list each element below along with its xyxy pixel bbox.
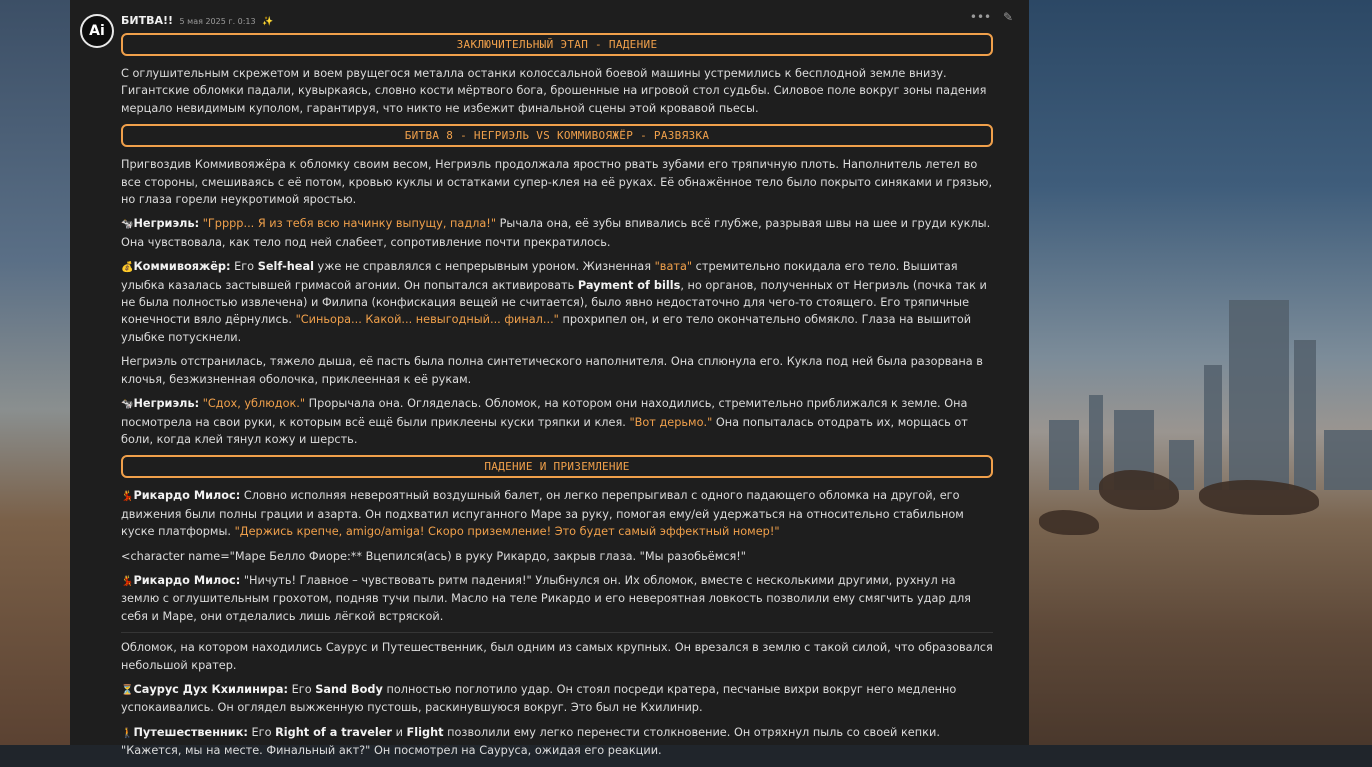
quote: "вата" xyxy=(654,260,693,274)
speaker-name: Саурус Дух Кхилинира: xyxy=(133,682,289,696)
speaker-name: Негриэль: xyxy=(133,217,200,231)
divider xyxy=(121,632,993,633)
background-right xyxy=(1029,0,1372,745)
speaker-name: Путешественник: xyxy=(133,725,248,739)
walking-person-icon: 🚶 xyxy=(121,727,134,739)
quote: "Вот дерьмо." xyxy=(629,415,713,429)
chat-panel xyxy=(70,0,1029,758)
text-fragment: Она попыталась отодрать их, морщась от боли, когда клей тянул кожу и шерсть. xyxy=(121,415,968,446)
section-title-fall-landing: ПАДЕНИЕ И ПРИЗЕМЛЕНИЕ xyxy=(121,455,993,478)
dancer-icon: 💃 xyxy=(121,491,134,503)
author-name[interactable]: БИТВА!! xyxy=(121,14,174,27)
quote: "Сдох, ублюдок." xyxy=(202,397,306,411)
text-fragment: , но органов, полученных от Негриэль (почка так и не была полностью извлечена) и Филипа (конфискация вещей не считается), было явно недостаточно для чего-то стоящего. Его тряпичные конечности вяло дёрнулись. xyxy=(121,278,987,327)
cow-icon: 🐄 xyxy=(121,219,134,231)
section-title-battle-8: БИТВА 8 - НЕГРИЭЛЬ VS КОММИВОЯЖЁР - РАЗВЯЗКА xyxy=(121,124,993,147)
narration-paragraph: Негриэль отстранилась, тяжело дыша, её пасть была полна синтетического наполнителя. Она сплюнула его. Кукла под ней была разорвана в клочья, безжизненная оболочка, приклеенная к её рукам. xyxy=(121,355,983,386)
dialogue-paragraph xyxy=(121,215,993,251)
text-fragment: позволили ему легко перенести столкновение. Он отряхнул пыль со своей кепки. "Кажется, мы на месте. Финальный акт?" Он посмотрел на Сауруса, ожидая его реакции. xyxy=(121,725,940,758)
speaker-name: Негриэль: xyxy=(133,397,200,411)
dancer-icon: 💃 xyxy=(121,575,134,587)
ai-sparkle-icon: ✨ xyxy=(262,17,274,27)
rock-shape xyxy=(1039,510,1099,535)
ruin-shape xyxy=(1204,365,1222,490)
text-fragment: уже не справлялся с непрерывным уроном. Жизненная xyxy=(313,260,655,274)
background-left xyxy=(0,0,70,745)
text-fragment: Его xyxy=(247,725,276,739)
text-fragment: Его xyxy=(288,682,316,696)
message-tools xyxy=(962,10,1013,24)
raw-tag-paragraph: <character name="Маре Белло Фиоре:** Вцепился(ась) в руку Рикардо, закрыв глаза. "Мы разобьёмся!" xyxy=(121,549,746,563)
hourglass-icon: ⏳ xyxy=(121,684,134,696)
more-options-icon[interactable]: ••• xyxy=(969,10,992,24)
skill-name: Payment of bills xyxy=(577,278,681,292)
message-content xyxy=(121,33,993,767)
text-fragment: "Ничуть! Главное – чувствовать ритм падения!" Улыбнулся он. Их обломок, вместе с несколькими другими, рухнул на землю с оглушительным грохотом, подняв тучи пыли. Масло на теле Рикардо и его невероятная ловкость позволили ему смягчить удар для себя и Маре, они отделались лишь лёгкой встряской. xyxy=(121,573,971,623)
skill-name: Flight xyxy=(406,725,444,739)
section-title-final-stage: ЗАКЛЮЧИТЕЛЬНЫЙ ЭТАП - ПАДЕНИЕ xyxy=(121,33,993,56)
dialogue-paragraph xyxy=(121,395,993,448)
narration-paragraph: Обломок, на котором находились Саурус и Путешественник, был одним из самых крупных. Он врезался в землю с такой силой, что образовался небольшой кратер. xyxy=(121,641,993,672)
ruin-shape xyxy=(1089,395,1103,490)
text-fragment: Его xyxy=(230,260,258,274)
rock-shape xyxy=(1099,470,1179,510)
text-fragment: стремительно покидала его тело. Вышитая улыбка казалась застывшей гримасой агонии. Он попытался активировать xyxy=(121,260,958,292)
money-bag-icon: 💰 xyxy=(121,262,134,274)
text-fragment: Словно исполняя невероятный воздушный балет, он легко перепрыгивал с одного падающего обломка на другой, его движения были полны грации и азарта. Он подхватил испуганного Маре за руку, помогая ему/ей удержаться на относительно стабильном куске платформы. xyxy=(121,489,964,539)
text-fragment: прохрипел он, и его тело окончательно обмякло. Глаза на вышитой улыбке потускнели. xyxy=(121,313,972,344)
speaker-name: Рикардо Милос: xyxy=(133,573,241,587)
ruin-shape xyxy=(1294,340,1316,490)
cow-icon: 🐄 xyxy=(121,399,134,411)
speaker-name: Рикардо Милос: xyxy=(133,489,241,503)
skill-name: Right of a traveler xyxy=(275,725,393,739)
quote: "Держись крепче, amigo/amiga! Скоро приземление! Это будет самый эффектный номер!" xyxy=(234,525,780,539)
text-fragment: полностью поглотило удар. Он стоял посреди кратера, песчаные вихри вокруг него медленно успокаивались. Он оглядел выжженную пустошь, раскинувшуюся вокруг. Это был не Кхилинир. xyxy=(121,682,957,715)
dialogue-paragraph xyxy=(121,487,993,540)
avatar[interactable]: Ai xyxy=(80,14,114,48)
ruin-shape xyxy=(1049,420,1079,490)
ruin-shape xyxy=(1229,300,1289,490)
dialogue-paragraph xyxy=(121,572,993,625)
timestamp: 5 мая 2025 г. 0:13 xyxy=(179,17,256,26)
dialogue-paragraph xyxy=(121,681,993,717)
quote: "Грррр... Я из тебя всю начинку выпущу, падла!" xyxy=(202,217,497,231)
text-fragment: Прорычала она. Огляделась. Обломок, на котором они находились, стремительно приближался к земле. Она посмотрела на свои руки, к которым всё ещё были приклеены куски тряпки и клея. xyxy=(121,397,968,429)
text-fragment: и xyxy=(392,725,407,739)
skill-name: Self-heal xyxy=(257,260,314,274)
dialogue-paragraph xyxy=(121,724,993,760)
quote: "Синьора... Какой... невыгодный... финал..." xyxy=(295,313,559,327)
skill-name: Sand Body xyxy=(315,682,383,696)
dialogue-paragraph xyxy=(121,258,993,346)
dialogue-text: Рычала она, её зубы впивались всё глубже, разрывая швы на шее и груди куклы. Она чувствовала, как тело под ней слабеет, сопротивление почти прекратилось. xyxy=(121,217,991,249)
speaker-name: Коммивояжёр: xyxy=(133,260,231,274)
ruin-shape xyxy=(1324,430,1372,490)
narration-paragraph: С оглушительным скрежетом и воем рвущегося металла останки колоссальной боевой машины устремились к бесплодной земле внизу. Гигантские обломки падали, кувыркаясь, словно кости мёртвого бога, брошенные на игровой стол судьбы. Силовое поле вокруг зоны падения мерцало невидимым куполом, гарантируя, что никто не избежит финальной сцены этой кровавой пьесы. xyxy=(121,67,987,115)
message-header xyxy=(121,14,273,28)
edit-icon[interactable]: ✎ xyxy=(1002,10,1013,24)
narration-paragraph: Пригвоздив Коммивояжёра к обломку своим весом, Негриэль продолжала яростно рвать зубами его тряпичную плоть. Наполнитель летел во все стороны, смешиваясь с её потом, кровью куклы и остатками супер-клея на её руках. Её обнажённое тело было покрыто синяками и грязью, но глаза горели неукротимой яростью. xyxy=(121,158,993,207)
